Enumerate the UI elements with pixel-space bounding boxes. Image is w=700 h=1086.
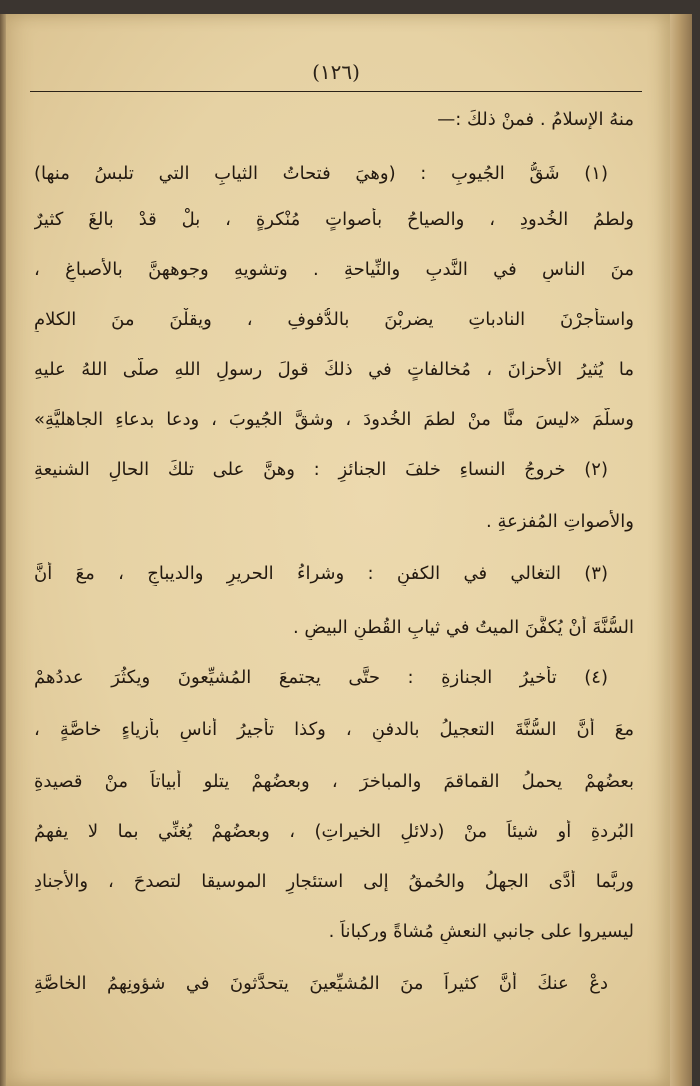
page-edge [670, 14, 692, 1086]
text-line: (٢) خروجُ النساءِ خلفَ الجنائزِ : وهنَّ على تلكَ الحالِ الشنيعةِ [34, 459, 608, 480]
text-line: (٤) تأخيرُ الجنازةِ : حتَّى يجتمعَ المُشيِّعونَ ويكثُرَ عددُهمْ [34, 667, 608, 688]
header-rule [30, 91, 642, 92]
text-line: (١) شَقُّ الجُيوبِ : (وهيَ فتحاتُ الثيابِ التي تلبسُ منها) [34, 163, 608, 184]
text-line: وسلَّمَ «ليسَ منَّا منْ لطمَ الخُدودَ ، وشقَّ الجُيوبَ ، ودعا بدعاءِ الجاهليَّةِ» [34, 409, 634, 430]
text-line: والأصواتِ المُفزعةِ . [486, 511, 634, 532]
text-line: (٣) التغالي في الكفنِ : وشراءُ الحريرِ والديباجِ ، معَ أنَّ [34, 563, 608, 584]
page-number: (١٢٦) [312, 60, 360, 84]
text-line: واستأجرْنَ النادباتِ يضربْنَ بالدُّفوفِ ، ويقلْنَ منَ الكلامِ [34, 309, 634, 330]
text-line: ما يُثيرُ الأحزانَ ، مُخالفاتٍ في ذلكَ قولَ رسولِ اللهِ صلَّى اللهُ عليهِ [34, 359, 634, 380]
text-line: دعْ عنكَ أنَّ كثيراً منَ المُشيِّعينَ يتحدَّثونَ في شؤونِهمُ الخاصَّةِ [34, 973, 608, 994]
text-line: البُردةِ أو شيئاً منْ (دلائلِ الخيراتِ) ، وبعضُهمْ يُغنِّي بما لا يفهمُ [34, 821, 634, 842]
text-line: معَ أنَّ السُّنَّةَ التعجيلُ بالدفنِ ، وكذا تأجيرُ أناسٍ بأزياءٍ خاصَّةٍ ، [34, 719, 634, 740]
page-header [30, 60, 642, 100]
text-line: ولطمُ الخُدودِ ، والصياحُ بأصواتٍ مُنْكرةٍ ، بلْ قدْ بالغَ كثيرٌ [34, 209, 634, 230]
text-line: السُّنَّةَ أنْ يُكفَّنَ الميتُ في ثيابِ القُطنِ البيضِ . [292, 617, 634, 638]
text-line: ليسيروا على جانبي النعشِ مُشاةً وركباناً . [328, 921, 634, 942]
text-line: بعضُهمْ يحملُ القماقمَ والمباخرَ ، وبعضُهمْ يتلو أبياتاً منْ قصيدةِ [34, 771, 634, 792]
text-line: منهُ الإسلامُ . فمنْ ذلكَ :— [437, 109, 634, 130]
text-line: وربَّما أدَّى الجهلُ والحُمقُ إلى استئجارِ الموسيقا لتصدحَ ، والأجنادِ [34, 871, 634, 892]
text-line: منَ الناسِ في النَّدبِ والنِّياحةِ . وتشويهِ وجوههنَّ بالأصباغِ ، [34, 259, 634, 280]
